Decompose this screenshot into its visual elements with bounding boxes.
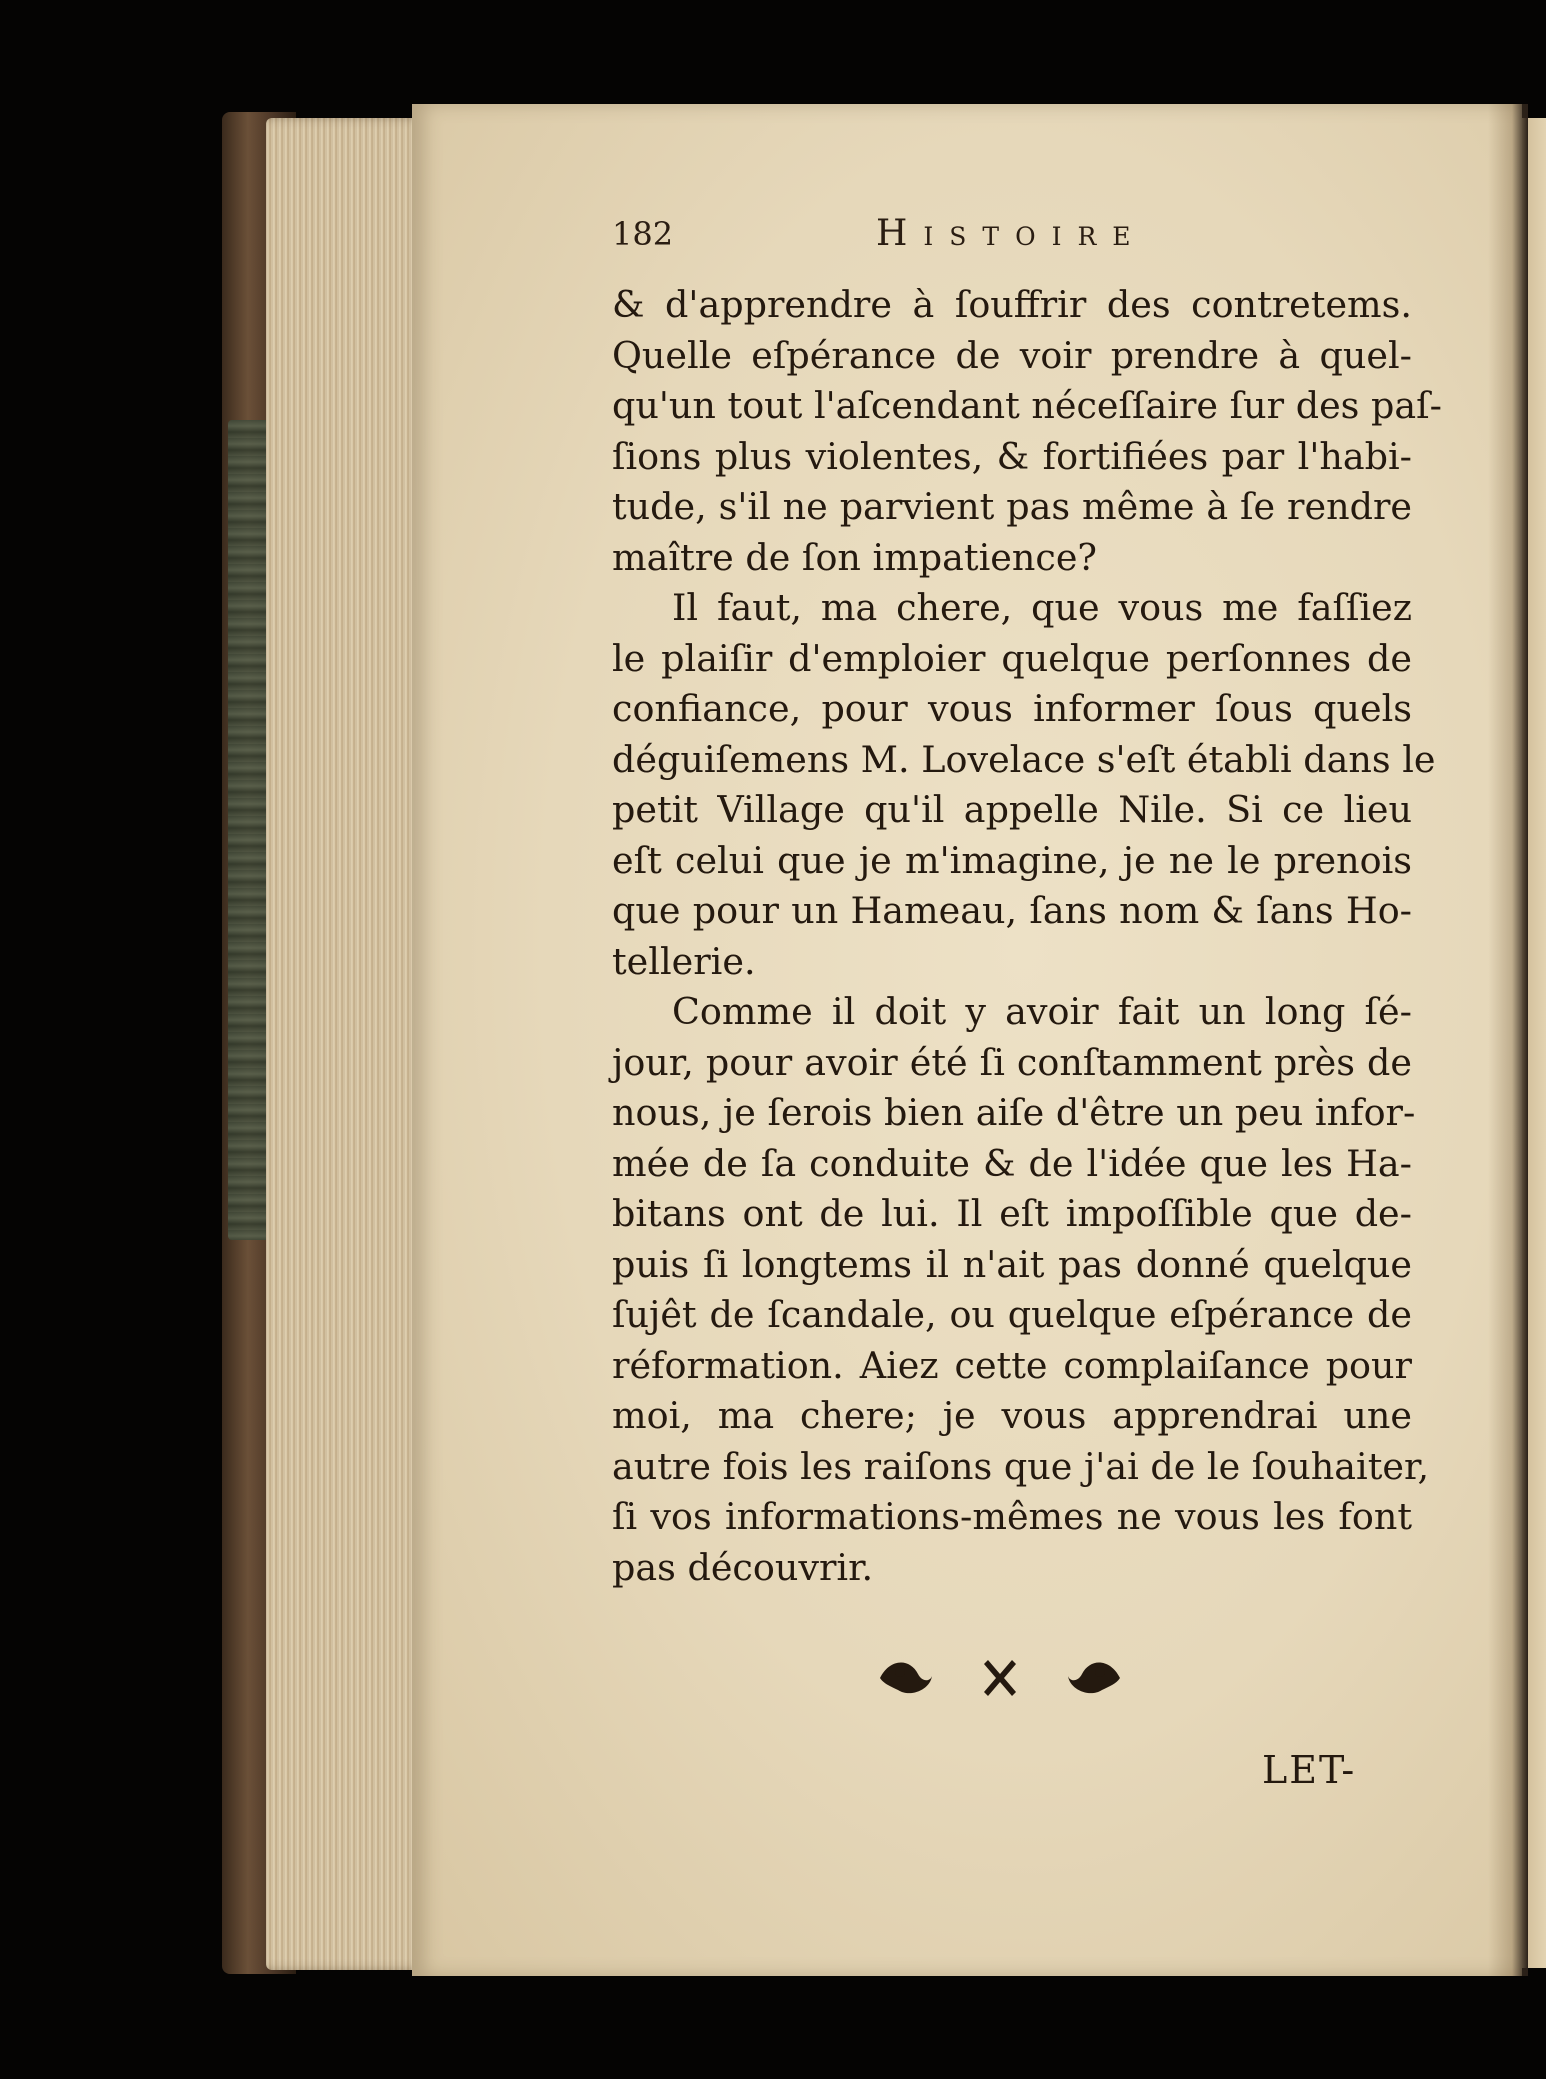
- text-line: petit Village qu'il appelle Nile. Si ce lieu: [612, 788, 1412, 831]
- text-line: Il faut, ma chere, que vous me faſſiez: [672, 586, 1412, 629]
- page-block-edges: [266, 118, 426, 1970]
- printers-ornament-icon: [870, 1650, 1130, 1706]
- text-line: moi, ma chere; je vous apprendrai une: [612, 1394, 1412, 1437]
- running-head: [612, 208, 1412, 260]
- text-line: Quelle eſpérance de voir prendre à quel-: [612, 333, 1412, 377]
- text-line: tude, s'il ne parvient pas même à ſe rendre: [612, 485, 1412, 528]
- catchword: LET-: [1262, 1748, 1357, 1792]
- page-number: 182: [612, 215, 674, 253]
- text-line: nous, je ſerois bien aiſe d'être un peu infor-: [612, 1091, 1416, 1134]
- text-line: mée de ſa conduite & de l'idée que les Ha-: [612, 1141, 1412, 1185]
- text-line: jour, pour avoir été ſi conſtamment près de: [612, 1040, 1412, 1084]
- text-line: confiance, pour vous informer ſous quels: [612, 687, 1412, 730]
- text-line: tellerie.: [612, 939, 756, 983]
- text-line: ſi vos informations-mêmes ne vous les font: [612, 1495, 1412, 1538]
- text-line: & d'apprendre à ſouffrir des contretems.: [612, 283, 1412, 326]
- page-gutter-shadow: [1488, 104, 1528, 1976]
- text-line: bitans ont de lui. Il eſt impoſſible que de-: [612, 1192, 1412, 1235]
- text-line: ſujêt de ſcandale, ou quelque eſpérance de: [612, 1293, 1412, 1336]
- text-block: [612, 280, 1442, 1600]
- text-line: réformation. Aiez cette complaiſance pour: [612, 1343, 1412, 1387]
- text-line: déguiſemens M. Lovelace s'eſt établi dans le: [612, 737, 1436, 781]
- text-line: ſions plus violentes, & fortifiées par l'habi-: [612, 434, 1412, 478]
- text-line: eſt celui que je m'imagine, je ne le prenois: [612, 838, 1412, 882]
- text-line: pas découvrir.: [612, 1545, 874, 1589]
- text-line: autre fois les raiſons que j'ai de le ſouhaiter,: [612, 1444, 1430, 1488]
- text-line: maître de ſon impatience?: [612, 535, 1097, 579]
- text-line: qu'un tout l'aſcendant néceſſaire ſur des paſ-: [612, 384, 1442, 427]
- text-line: que pour un Hameau, ſans nom & ſans Ho-: [612, 889, 1412, 932]
- text-line: puis ſi longtems il n'ait pas donné quelque: [612, 1242, 1412, 1286]
- text-line: Comme il doit y avoir fait un long ſé-: [672, 990, 1412, 1033]
- running-title: Histoire: [876, 213, 1147, 254]
- text-line: le plaiſir d'emploier quelque perſonnes de: [612, 636, 1412, 680]
